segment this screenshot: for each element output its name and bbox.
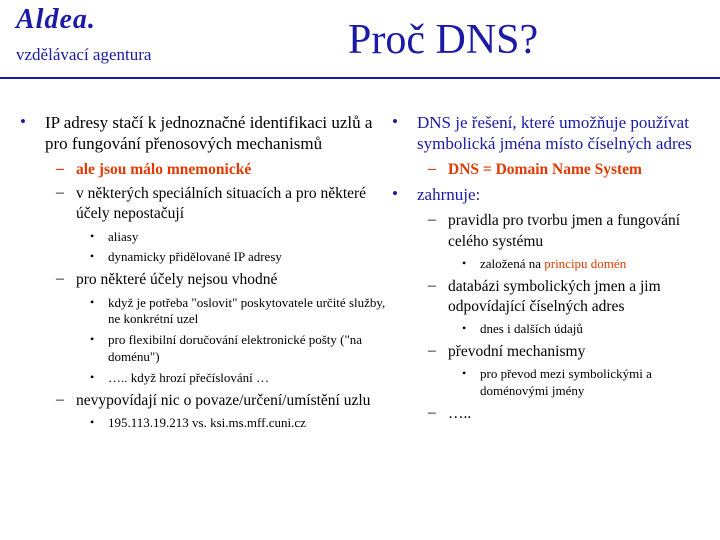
dot-marker: •: [90, 370, 95, 385]
dash-marker: –: [56, 160, 64, 178]
dot-marker: •: [462, 365, 467, 380]
dash-marker: –: [56, 184, 64, 202]
item-text: dynamicky přidělované IP adresy: [108, 249, 282, 265]
sub-text: pro některé účely nejsou vhodné: [76, 271, 278, 289]
left-sub-3-item: [18, 370, 390, 387]
left-sub-2-item: [18, 249, 390, 266]
left-sub-4: [18, 391, 390, 411]
item-text: když je potřeba "oslovit" poskytovatele určité služby, ne konkrétní uzel: [108, 294, 386, 327]
left-sub-4-item: [18, 415, 390, 432]
right-sub-3: [390, 277, 715, 317]
dash-marker: –: [428, 160, 436, 178]
right-sub-4-item: [390, 366, 715, 400]
sub-text: nevypovídají nic o povaze/určení/umístění uzlu: [76, 391, 371, 409]
item-text: pro převod mezi symbolickými a doménovými jmény: [480, 365, 652, 398]
left-sub-3: [18, 270, 390, 290]
item-text: dnes i dalších údajů: [480, 320, 583, 336]
right-bullet-2: [390, 184, 715, 205]
sub-text: v některých speciálních situacích a pro některé účely nepostačují: [76, 185, 367, 223]
bullet-text: DNS je řešení, které umožňuje používat symbolická jména místo číselných adres: [417, 113, 692, 154]
sub-text: ale jsou málo mnemonické: [76, 161, 252, 179]
dot-marker: •: [90, 294, 95, 309]
right-sub-2-item: [390, 256, 715, 273]
item-text: pro flexibilní doručování elektronické pošty ("na doménu"): [108, 332, 363, 365]
left-sub-3-item: [18, 332, 390, 366]
sub-text: databázi symbolických jmen a jim odpovídající číselných adres: [448, 277, 661, 315]
left-sub-3-item: [18, 295, 390, 329]
bullet-marker: •: [20, 112, 26, 131]
dot-marker: •: [90, 228, 95, 243]
item-text: 195.113.19.213 vs. ksi.ms.mff.cuni.cz: [108, 415, 306, 431]
left-sub-1: [18, 160, 390, 180]
dash-marker: –: [428, 403, 436, 421]
sub-text: …..: [448, 404, 472, 422]
sub-text: převodní mechanismy: [448, 342, 586, 360]
dot-marker: •: [462, 255, 467, 270]
dash-marker: –: [56, 270, 64, 288]
left-column: [18, 112, 390, 436]
left-bullet-1: [18, 112, 390, 154]
bullet-marker: •: [392, 184, 398, 204]
right-bullet-1: [390, 112, 715, 154]
sub-text: pravidla pro tvorbu jmen a fungování celého systému: [448, 212, 681, 250]
item-highlight: principu domén: [544, 255, 627, 271]
dash-marker: –: [56, 390, 64, 408]
right-sub-5: [390, 404, 715, 424]
right-column: [390, 112, 715, 428]
dash-marker: –: [428, 211, 436, 229]
bullet-marker: •: [392, 112, 398, 131]
right-sub-1: [390, 160, 715, 180]
right-sub-3-item: [390, 321, 715, 338]
item-text: založená na: [480, 255, 541, 271]
header-divider: [0, 77, 720, 79]
dash-marker: –: [428, 341, 436, 359]
bullet-text: zahrnuje:: [417, 185, 481, 205]
sub-text: DNS = Domain Name System: [448, 161, 642, 179]
dash-marker: –: [428, 276, 436, 294]
item-text: ….. když hrozí přečíslování …: [108, 370, 270, 386]
right-sub-4: [390, 342, 715, 362]
slide-title: Proč DNS?: [348, 17, 539, 63]
logo: Aldea.: [16, 4, 96, 35]
left-sub-2-item: [18, 229, 390, 246]
bullet-text: IP adresy stačí k jednoznačné identifikaci uzlů a pro fungování přenosových mechanismů: [45, 113, 373, 154]
dot-marker: •: [90, 332, 95, 347]
item-text: aliasy: [108, 228, 139, 244]
dot-marker: •: [90, 249, 95, 264]
tagline: vzdělávací agentura: [16, 45, 152, 64]
left-sub-2: [18, 184, 390, 224]
dot-marker: •: [90, 415, 95, 430]
dot-marker: •: [462, 320, 467, 335]
right-sub-2: [390, 211, 715, 251]
